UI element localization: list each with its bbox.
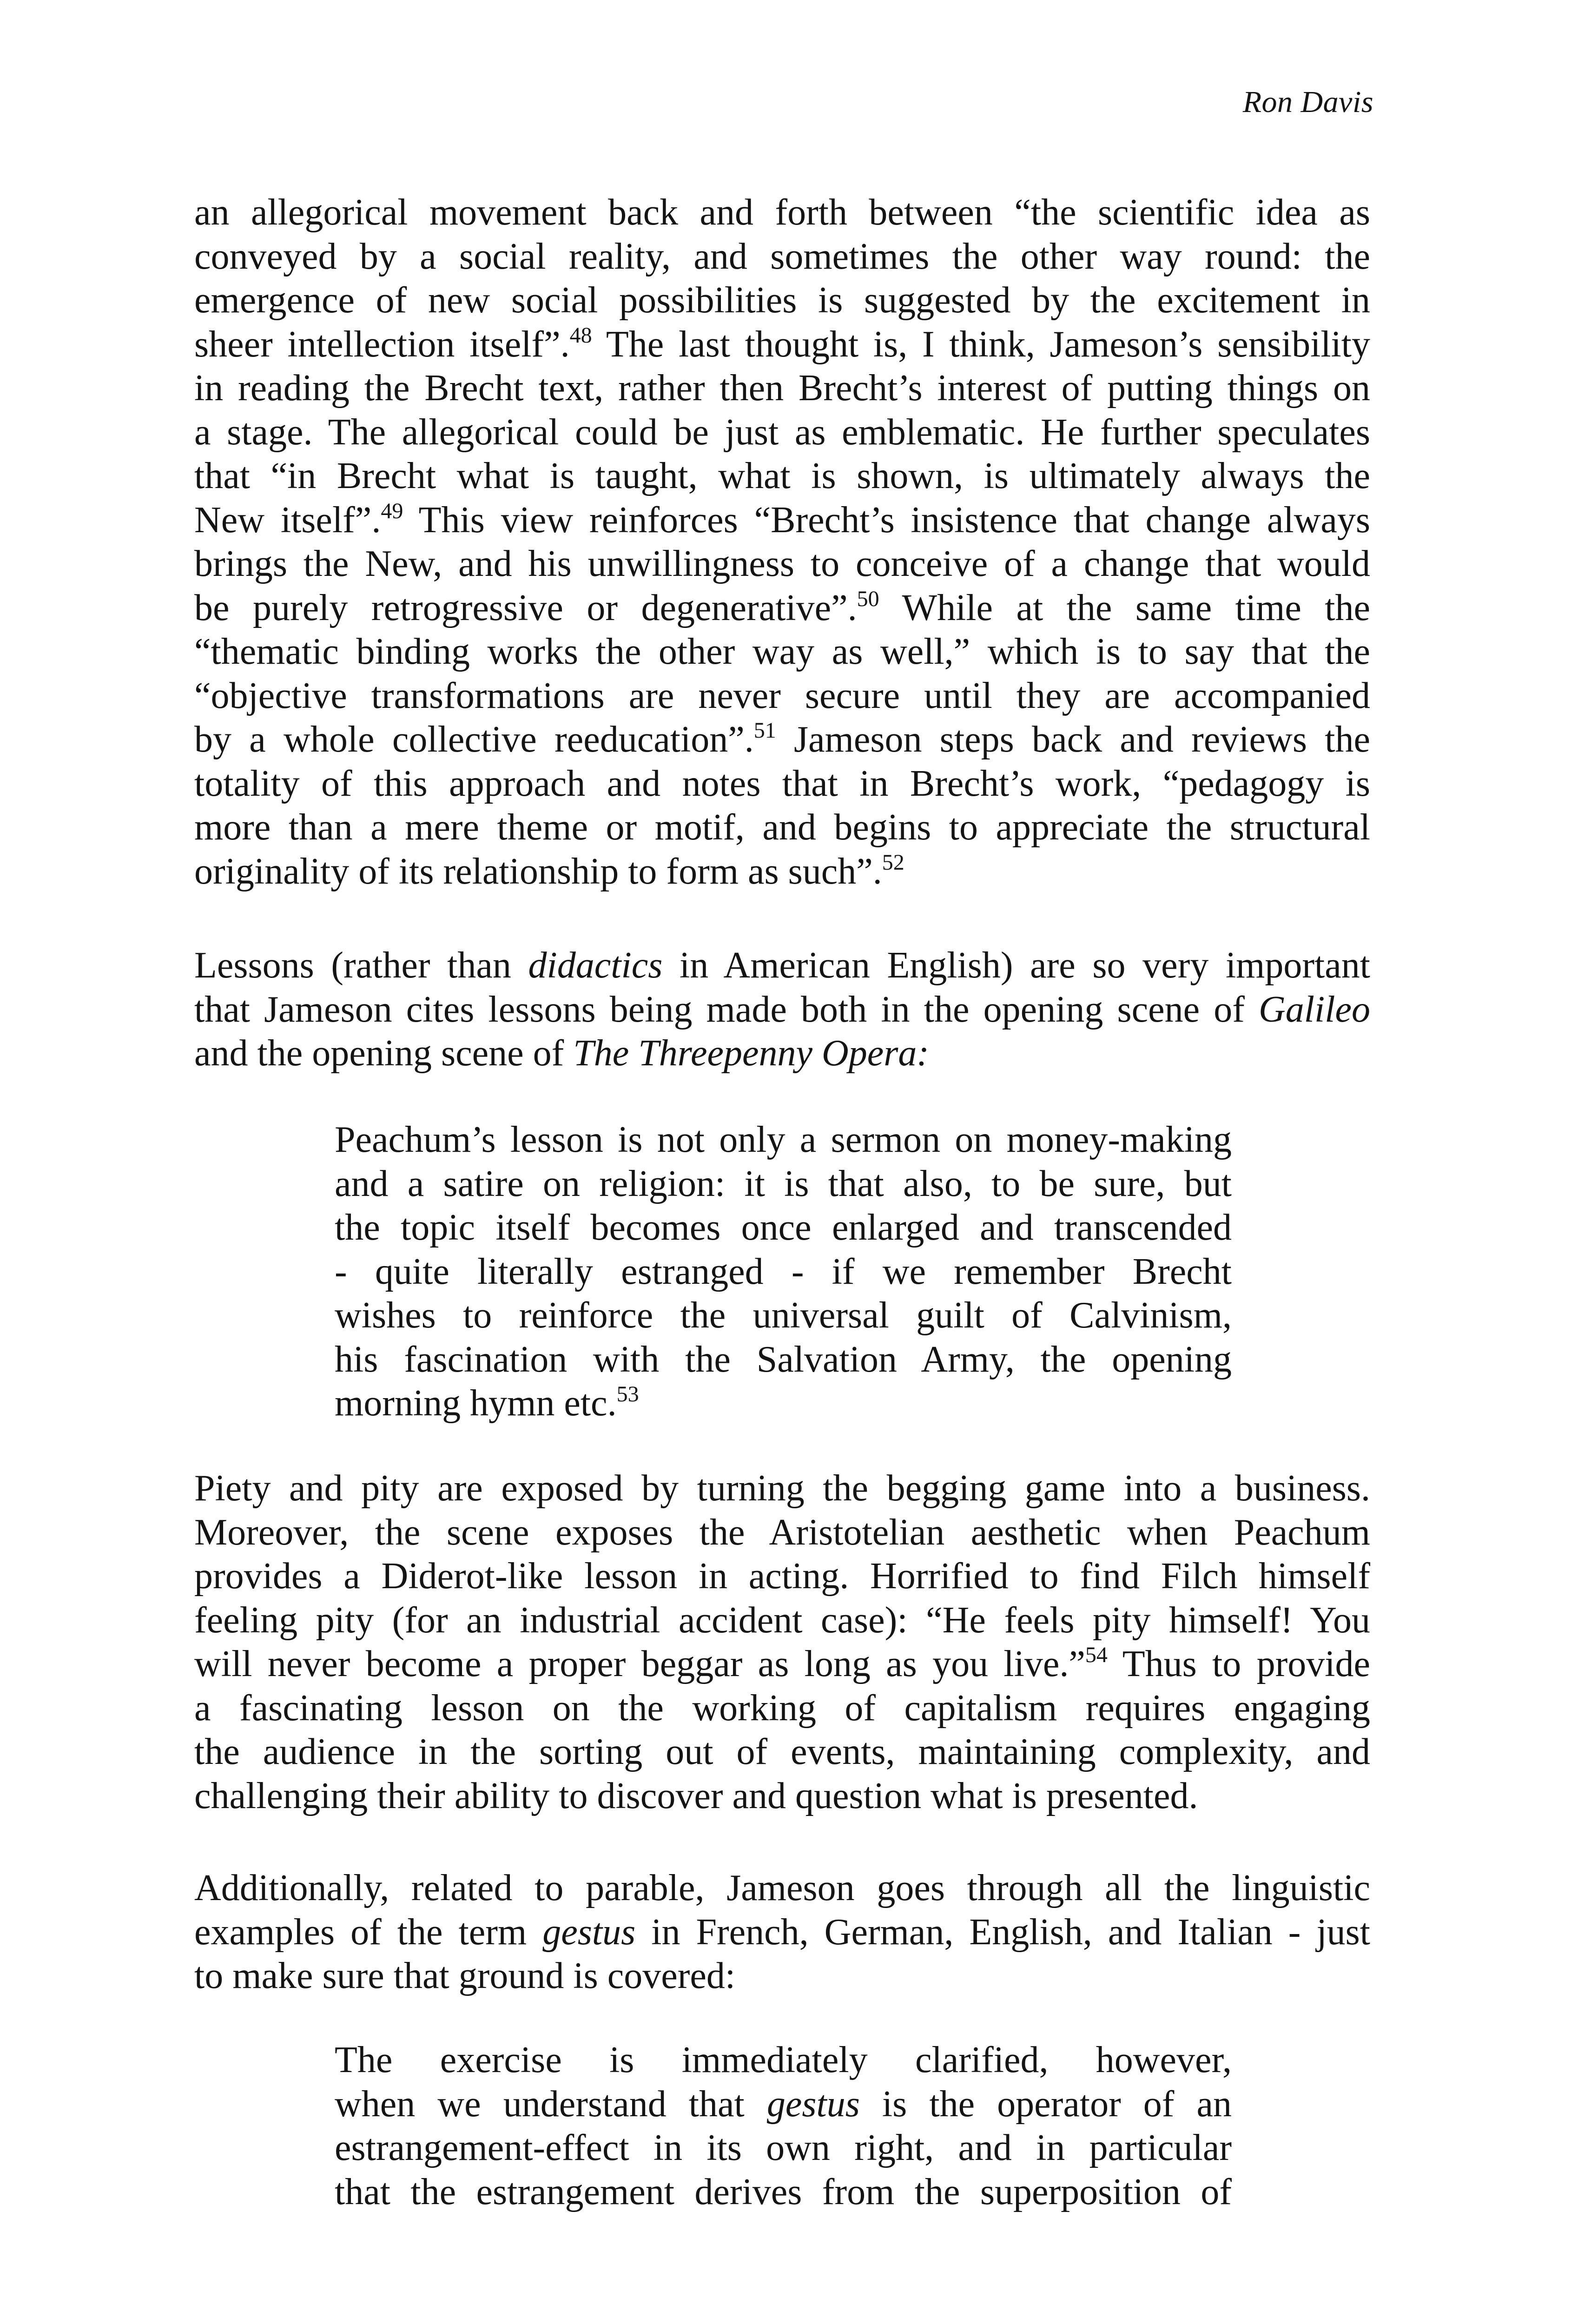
quote-line: Peachum’s lesson is not only a sermon on money-making bbox=[335, 1119, 1232, 1160]
footnote-ref: 49 bbox=[381, 498, 403, 523]
paragraph-line: will never become a proper beggar as long as you live.”$^{54}$ Thus to provide bbox=[194, 1643, 1370, 1684]
block-quote-2 bbox=[335, 2038, 1232, 2214]
footnote-ref: 48 bbox=[569, 323, 592, 348]
paragraph-line: totality of this approach and notes that in Brecht’s work, “pedagogy is bbox=[194, 763, 1370, 804]
quote-line: when we understand that gestus is the operator of an bbox=[335, 2083, 1232, 2125]
footnote-ref: 53 bbox=[616, 1382, 639, 1406]
quote-line: estrangement-effect in its own right, and in particular bbox=[335, 2127, 1232, 2168]
quote-line: that the estrangement derives from the superposition of bbox=[335, 2171, 1232, 2212]
paragraph-line: that Jameson cites lessons being made both in the opening scene of Galileo bbox=[194, 989, 1370, 1030]
footnote-ref: 52 bbox=[882, 850, 904, 875]
paragraph-line: a fascinating lesson on the working of capitalism requires engaging bbox=[194, 1687, 1370, 1729]
paragraph-line: to make sure that ground is covered: bbox=[194, 1955, 736, 1996]
quote-line: wishes to reinforce the universal guilt of Calvinism, bbox=[335, 1295, 1232, 1336]
paragraph-line: in reading the Brecht text, rather then Brecht’s interest of putting things on bbox=[194, 368, 1370, 409]
paragraph-line: and the opening scene of The Threepenny Opera: bbox=[194, 1033, 930, 1074]
quote-line: his fascination with the Salvation Army, the opening bbox=[335, 1339, 1232, 1380]
paragraph-line: originality of its relationship to form as such”.$^{52}$ bbox=[194, 850, 904, 892]
paragraph-line: Piety and pity are exposed by turning the begging game into a business. bbox=[194, 1468, 1370, 1509]
paragraph-line: more than a mere theme or motif, and begins to appreciate the structural bbox=[194, 807, 1370, 848]
paragraph-3 bbox=[194, 1466, 1370, 1818]
quote-line: The exercise is immediately clarified, however, bbox=[335, 2040, 1232, 2080]
paragraph-line: an allegorical movement back and forth between “the scientific idea as bbox=[194, 192, 1370, 233]
paragraph-line: by a whole collective reeducation”.$^{51}$ Jameson steps back and reviews the bbox=[194, 718, 1370, 760]
paragraph-line: a stage. The allegorical could be just as emblematic. He further speculates bbox=[194, 411, 1370, 453]
paragraph-line: “objective transformations are never secure until they are accompanied bbox=[194, 675, 1370, 716]
paragraph-line: New itself”.$^{49}$ This view reinforces “Brecht’s insistence that change always bbox=[194, 498, 1370, 541]
paragraph-line: the audience in the sorting out of events, maintaining complexity, and bbox=[194, 1731, 1370, 1772]
paragraph-2 bbox=[194, 944, 1370, 1076]
paragraph-line: provides a Diderot-like lesson in acting. Horrified to find Filch himself bbox=[194, 1556, 1370, 1597]
block-quote-1 bbox=[335, 1118, 1232, 1426]
paragraph-4 bbox=[194, 1866, 1370, 1998]
paragraph-line: Moreover, the scene exposes the Aristotelian aesthetic when Peachum bbox=[194, 1512, 1370, 1553]
paragraph-line: feeling pity (for an industrial accident case): “He feels pity himself! You bbox=[194, 1599, 1370, 1641]
running-head: Ron Davis bbox=[1242, 85, 1373, 119]
paragraph-line: conveyed by a social reality, and sometimes the other way round: the bbox=[194, 236, 1370, 277]
paragraph-line: “thematic binding works the other way as well,” which is to say that the bbox=[194, 631, 1370, 672]
paragraph-line: Lessons (rather than didactics in American English) are so very important bbox=[194, 945, 1371, 986]
quote-line: and a satire on religion: it is that also, to be sure, but bbox=[335, 1163, 1232, 1204]
paragraph-line: that “in Brecht what is taught, what is shown, is ultimately always the bbox=[194, 456, 1370, 496]
footnote-ref: 54 bbox=[1085, 1643, 1108, 1667]
paragraph-line: brings the New, and his unwillingness to conceive of a change that would bbox=[194, 543, 1370, 584]
paragraph-line: emergence of new social possibilities is suggested by the excitement in bbox=[194, 280, 1370, 321]
paragraph-line: Additionally, related to parable, Jameson goes through all the linguistic bbox=[194, 1868, 1370, 1908]
quote-line: - quite literally estranged - if we remember Brecht bbox=[335, 1251, 1232, 1292]
paragraph-line: challenging their ability to discover and question what is presented. bbox=[194, 1775, 1198, 1816]
paragraph-1 bbox=[194, 191, 1370, 893]
quote-line: the topic itself becomes once enlarged and transcended bbox=[335, 1207, 1232, 1248]
paragraph-line: sheer intellection itself”.$^{48}$ The last thought is, I think, Jameson’s sensibility bbox=[194, 323, 1371, 365]
paragraph-line: examples of the term gestus in French, German, English, and Italian - just bbox=[194, 1911, 1370, 1953]
footnote-ref: 51 bbox=[753, 718, 776, 743]
footnote-ref: 50 bbox=[857, 586, 879, 611]
quote-line: morning hymn etc.$^{53}$ bbox=[335, 1382, 639, 1424]
paragraph-line: be purely retrogressive or degenerative”.$^{50}$ While at the same time the bbox=[194, 586, 1370, 628]
